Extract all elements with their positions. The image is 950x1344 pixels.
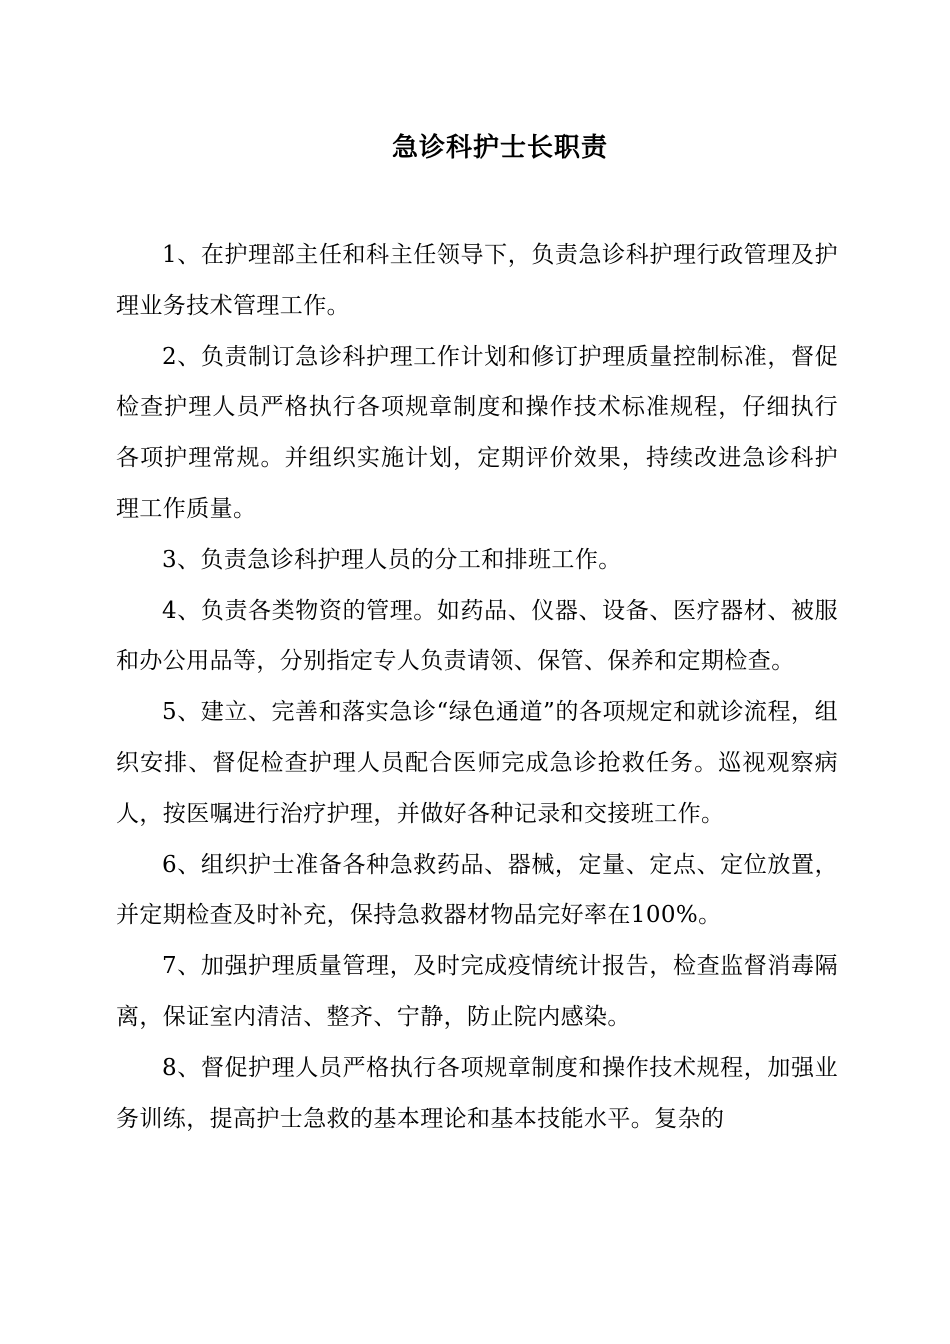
- paragraph-5: 5、建立、完善和落实急诊“绿色通道”的各项规定和就诊流程，组织安排、督促检查护理人员配合医师完成急诊抢救任务。巡视观察病人，按医嘱进行治疗护理，并做好各种记录和交接班工作。: [116, 699, 838, 827]
- document-title: 急诊科护士长职责: [391, 133, 608, 163]
- paragraph-7: 7、加强护理质量管理，及时完成疫情统计报告，检查监督消毒隔离，保证室内清洁、整齐、宁静，防止院内感染。: [116, 953, 838, 1030]
- paragraph-1: 1、在护理部主任和科主任领导下，负责急诊科护理行政管理及护理业务技术管理工作。: [116, 242, 838, 319]
- paragraph-6: 6、组织护士准备各种急救药品、器械，定量、定点、定位放置，并定期检查及时补充，保持急救器材物品完好率在100%。: [116, 851, 838, 929]
- document-body: [116, 230, 838, 1144]
- paragraph-8: 8、督促护理人员严格执行各项规章制度和操作技术规程，加强业务训练，提高护士急救的基本理论和基本技能水平。复杂的: [116, 1054, 838, 1132]
- paragraph-4: 4、负责各类物资的管理。如药品、仪器、设备、医疗器材、被服和办公用品等，分别指定专人负责请领、保管、保养和定期检查。: [116, 597, 838, 675]
- paragraph-2: 2、负责制订急诊科护理工作计划和修订护理质量控制标准，督促检查护理人员严格执行各项规章制度和操作技术标准规程，仔细执行各项护理常规。并组织实施计划，定期评价效果，持续改进急诊科护理工作质量。: [116, 343, 838, 522]
- paragraph-3: 3、负责急诊科护理人员的分工和排班工作。: [162, 546, 622, 573]
